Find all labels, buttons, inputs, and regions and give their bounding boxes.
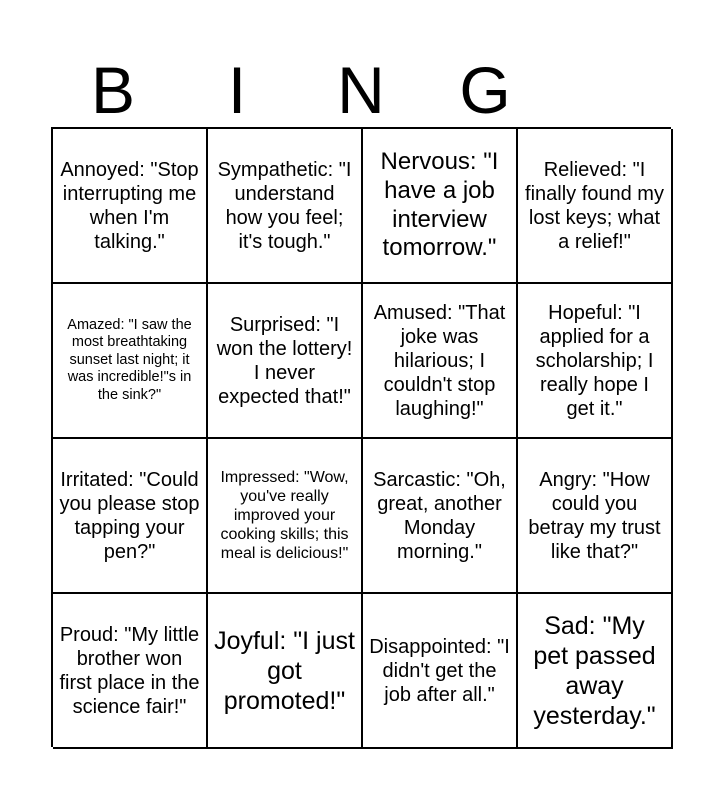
bingo-cell-r1c3[interactable]: Nervous: "I have a job interview tomorrow." xyxy=(363,129,518,284)
bingo-cell-r2c2[interactable]: Surprised: "I won the lottery! I never expected that!" xyxy=(208,284,363,439)
header-letter-g: G xyxy=(459,53,511,127)
header-letter-n: N xyxy=(337,53,385,127)
bingo-cell-r2c3[interactable]: Amused: "That joke was hilarious; I couldn't stop laughing!" xyxy=(363,284,518,439)
header-letter-i: I xyxy=(227,53,247,127)
bingo-cell-r3c1[interactable]: Irritated: "Could you please stop tapping your pen?" xyxy=(53,439,208,594)
bingo-cell-r2c4[interactable]: Hopeful: "I applied for a scholarship; I really hope I get it." xyxy=(518,284,673,439)
bingo-header xyxy=(51,52,671,128)
bingo-cell-r1c2[interactable]: Sympathetic: "I understand how you feel; it's tough." xyxy=(208,129,363,284)
bingo-cell-r3c4[interactable]: Angry: "How could you betray my trust like that?" xyxy=(518,439,673,594)
bingo-cell-r4c4[interactable]: Sad: "My pet passed away yesterday." xyxy=(518,594,673,749)
bingo-cell-r4c3[interactable]: Disappointed: "I didn't get the job after all." xyxy=(363,594,518,749)
bingo-cell-r1c1[interactable]: Annoyed: "Stop interrupting me when I'm talking." xyxy=(53,129,208,284)
header-letter-b: B xyxy=(90,53,136,127)
bingo-cell-r3c2[interactable]: Impressed: "Wow, you've really improved your cooking skills; this meal is delicious!" xyxy=(208,439,363,594)
bingo-cell-r2c1[interactable]: Amazed: "I saw the most breathtaking sunset last night; it was incredible!"s in the sink?" xyxy=(53,284,208,439)
bingo-cell-r3c3[interactable]: Sarcastic: "Oh, great, another Monday morning." xyxy=(363,439,518,594)
bingo-cell-r4c1[interactable]: Proud: "My little brother won first place in the science fair!" xyxy=(53,594,208,749)
bingo-cell-r4c2[interactable]: Joyful: "I just got promoted!" xyxy=(208,594,363,749)
bingo-cell-r1c4[interactable]: Relieved: "I finally found my lost keys; what a relief!" xyxy=(518,129,673,284)
bingo-board xyxy=(51,127,671,747)
